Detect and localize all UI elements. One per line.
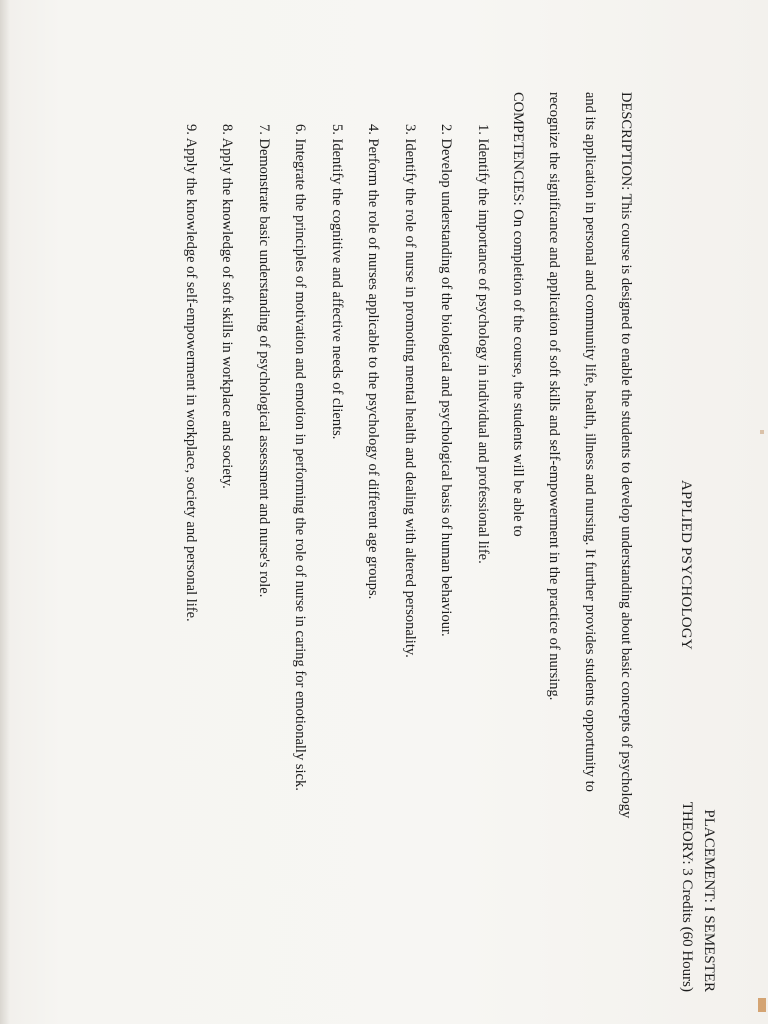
paper-tab-mark: [758, 998, 766, 1012]
competency-item: 1. Identify the importance of psychology in individual and professional life.: [475, 124, 491, 564]
description-section: [543, 92, 636, 992]
competency-item: 5. Identify the cognitive and affective needs of clients.: [329, 124, 345, 440]
description-line: recognize the significance and application of soft skills and self-empowerment in the practice of nursing.: [546, 92, 562, 701]
competency-item: 7. Demonstrate basic understanding of psychological assessment and nurse's role.: [256, 124, 272, 598]
competencies-list: [180, 92, 493, 992]
competency-item: 2. Develop understanding of the biological and psychological basis of human behaviour.: [438, 124, 455, 637]
placement-info: [676, 802, 720, 992]
course-title: APPLIED PSYCHOLOGY: [678, 480, 694, 650]
competency-item: 4. Perform the role of nurses applicable to the psychology of different age groups.: [365, 124, 382, 600]
competency-item: 9. Apply the knowledge of self-empowerment in workplace, society and personal life.: [183, 124, 199, 622]
description-line: and its application in personal and community life, health, illness and nursing. It further provides students opportunity to: [582, 92, 598, 792]
theory-credits: THEORY: 3 Credits (60 Hours): [679, 801, 695, 992]
competency-item: 6. Integrate the principles of motivation and emotion in performing the role of nurse in caring for emotionally sick.: [292, 124, 309, 791]
document-header: [658, 92, 720, 992]
competency-item: 3. Identify the role of nurse in promoting mental health and dealing with altered personality.: [402, 124, 418, 658]
syllabus-document: [165, 92, 721, 992]
placement-semester: PLACEMENT: I SEMESTER: [701, 809, 717, 992]
competencies-heading: COMPETENCIES: On completion of the course, the students will be able to: [510, 92, 526, 537]
competency-item: 8. Apply the knowledge of soft skills in workplace and society.: [219, 124, 236, 489]
paper-speck: [760, 430, 764, 434]
page-edge-shadow: [0, 0, 10, 1024]
description-line: DESCRIPTION: This course is designed to enable the students to develop understanding about basic concepts of psychology: [618, 92, 634, 819]
